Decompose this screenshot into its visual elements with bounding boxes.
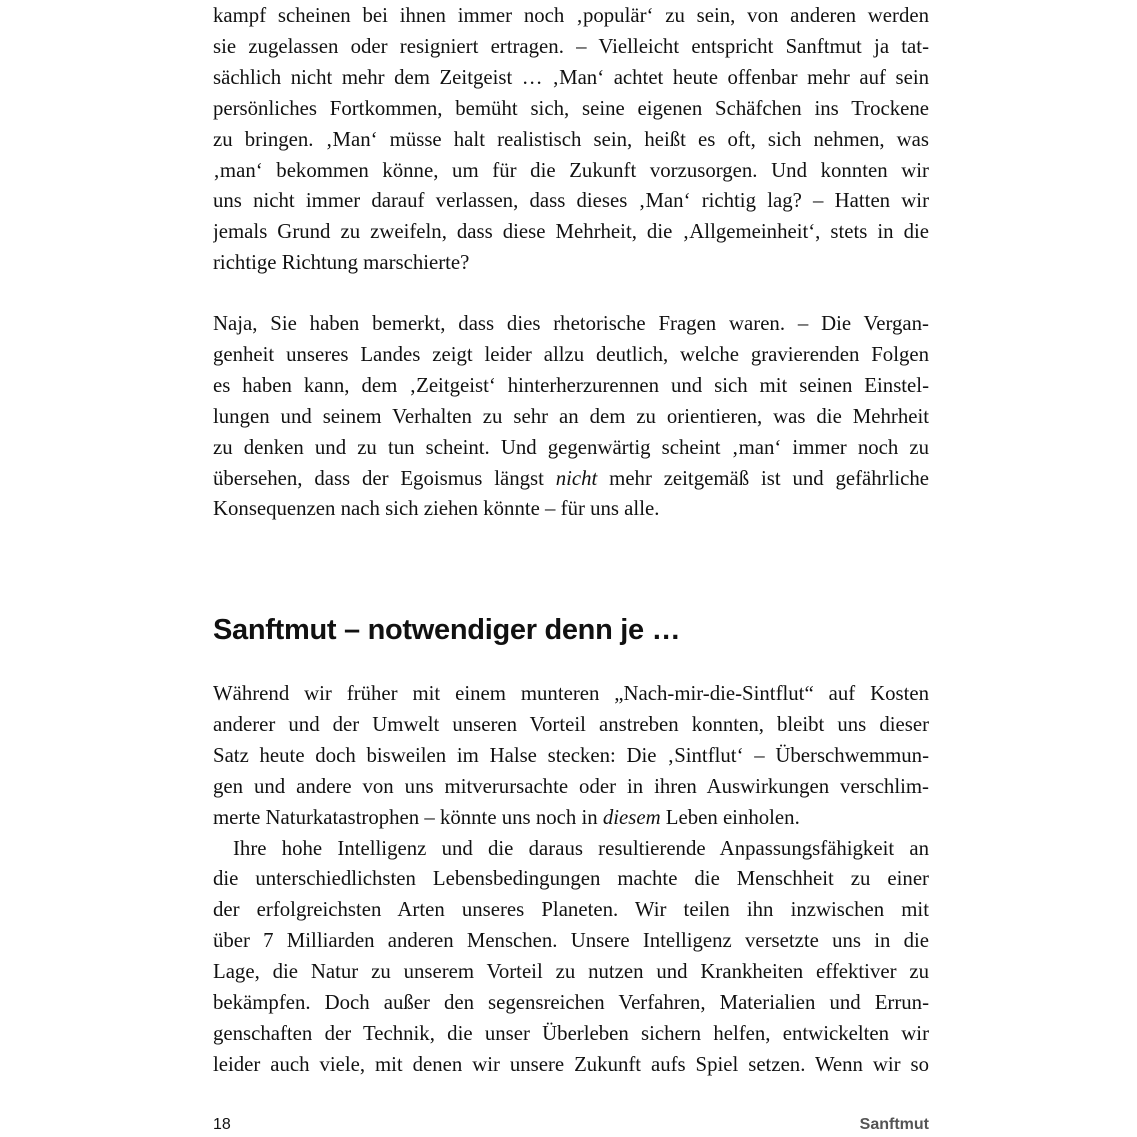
text-line: bekämpfen. Doch außer den segensreichen Verfahren, Materialien und Errun- — [213, 991, 929, 1015]
text-line — [213, 803, 929, 834]
text-line: lungen und seinem Verhalten zu sehr an dem zu orientieren, was die Mehrheit — [213, 404, 929, 428]
text-line: gen und andere von uns mitverursachte oder in ihren Auswirkungen verschlim- — [213, 774, 929, 798]
text-line: über 7 Milliarden anderen Menschen. Unsere Intelligenz versetzte uns in die — [213, 929, 929, 953]
text-line: jemals Grund zu zweifeln, dass diese Mehrheit, die ‚Allgemeinheit‘, stets in die — [213, 220, 929, 244]
text-line: leider auch viele, mit denen wir unsere Zukunft aufs Spiel setzen. Wenn wir so — [213, 1052, 929, 1076]
text-line: richtige Richtung marschierte? — [213, 251, 470, 275]
text-run: Leben einholen. — [660, 805, 800, 829]
text-line: zu bringen. ‚Man‘ müsse halt realistisch sein, heißt es oft, sich nehmen, was — [213, 127, 929, 151]
text-line: anderer und der Umwelt unseren Vorteil anstreben konnten, bleibt uns dieser — [213, 712, 929, 736]
text-line: uns nicht immer darauf verlassen, dass dieses ‚Man‘ richtig lag? – Hatten wir — [213, 189, 929, 213]
paragraph-rhetorical — [213, 309, 929, 525]
text-line: kampf scheinen bei ihnen immer noch ‚populär‘ zu sein, von anderen werden — [213, 4, 929, 27]
text-line: genschaften der Technik, die unser Überleben sichern helfen, entwickelten wir — [213, 1021, 929, 1045]
text-line: Konsequenzen nach sich ziehen könnte – für uns alle. — [213, 497, 660, 521]
text-line: ‚man‘ bekommen könne, um für die Zukunft vorzusorgen. Und konnten wir — [213, 158, 929, 182]
text-line: persönliches Fortkommen, bemüht sich, seine eigenen Schäfchen ins Trockene — [213, 96, 929, 120]
text-line: Lage, die Natur zu unserem Vorteil zu nutzen und Krankheiten effektiver zu — [213, 960, 929, 984]
text-run: mehr zeitgemäß ist und gefährliche — [597, 466, 929, 490]
page-number: 18 — [213, 1116, 231, 1133]
text-line: zu denken und zu tun scheint. Und gegenwärtig scheint ‚man‘ immer noch zu — [213, 435, 929, 459]
text-line: Während wir früher mit einem munteren „Nach-mir-die-Sintflut“ auf Kosten — [213, 682, 929, 705]
text-line: der erfolgreichsten Arten unseres Planeten. Wir teilen ihn inzwischen mit — [213, 898, 929, 922]
text-line: es haben kann, dem ‚Zeitgeist‘ hinterherzurennen und sich mit seinen Einstel- — [213, 373, 929, 397]
text-line: sie zugelassen oder resigniert ertragen. – Vielleicht entspricht Sanftmut ja tat- — [213, 34, 929, 58]
paragraph-sintflut — [213, 679, 929, 1081]
running-head: Sanftmut — [859, 1116, 929, 1133]
text-run: übersehen, dass der Egoismus längst — [213, 466, 556, 490]
emphasis: diesem — [602, 805, 661, 829]
paragraph-top — [213, 1, 929, 279]
text-line: genheit unseres Landes zeigt leider allzu deutlich, welche gravierenden Folgen — [213, 342, 929, 366]
emphasis: nicht — [555, 466, 598, 490]
text-line: die unterschiedlichsten Lebensbedingungen machte die Menschheit zu einer — [213, 867, 929, 891]
text-line: sächlich nicht mehr dem Zeitgeist … ‚Man‘ achtet heute offenbar mehr auf sein — [213, 65, 929, 89]
section-heading: Sanftmut – notwendiger denn je … — [213, 614, 681, 646]
text-line: Ihre hohe Intelligenz und die daraus resultierende Anpassungsfähigkeit an — [233, 836, 929, 860]
text-line: Satz heute doch bisweilen im Halse stecken: Die ‚Sintflut‘ – Überschwemmun- — [213, 743, 929, 767]
text-line — [213, 464, 929, 495]
page-footer — [213, 1113, 929, 1137]
text-run: merte Naturkatastrophen – könnte uns noch in — [213, 805, 603, 829]
text-line: Naja, Sie haben bemerkt, dass dies rhetorische Fragen waren. – Die Vergan- — [213, 312, 929, 335]
